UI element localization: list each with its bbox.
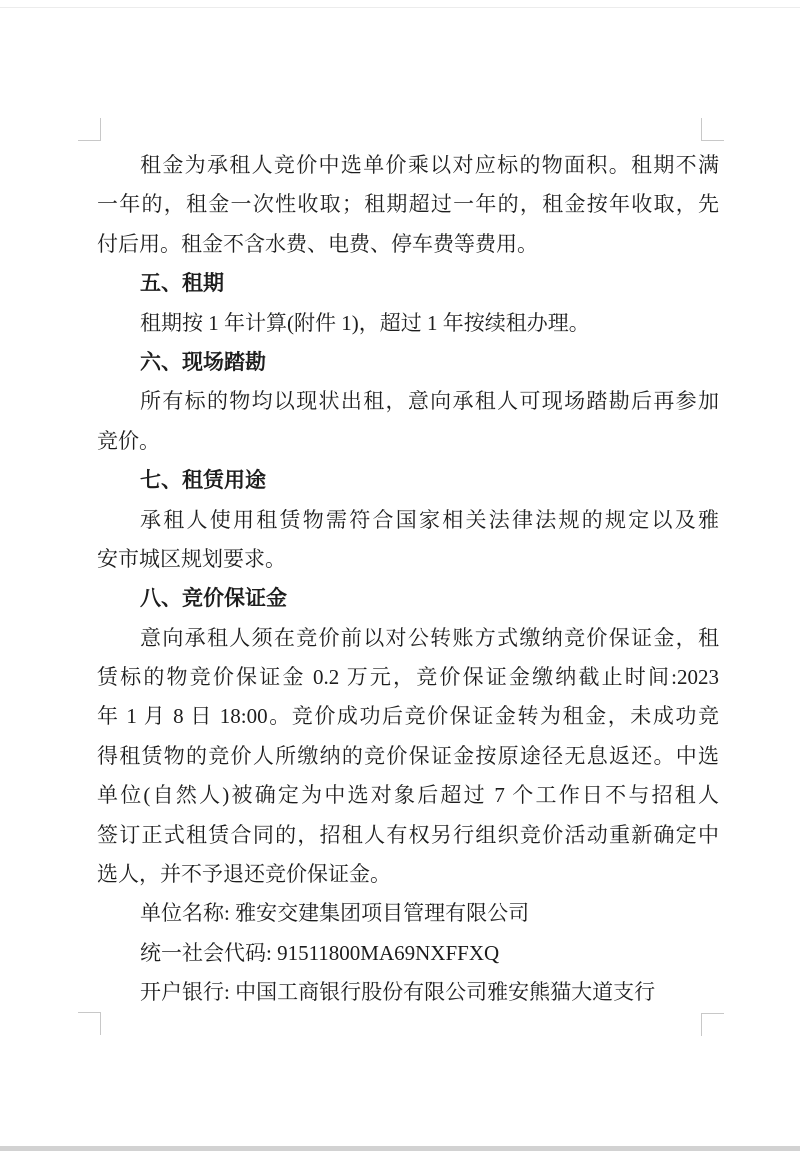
paragraph-line: 租期按 1 年计算(附件 1)，超过 1 年按续租办理。 bbox=[140, 310, 590, 335]
paragraph-line: 开户银行: 中国工商银行股份有限公司雅安熊猫大道支行 bbox=[140, 980, 656, 1005]
paragraph-line: 安市城区规划要求。 bbox=[97, 546, 286, 571]
paragraph-line: 付后用。租金不含水费、电费、停车费等费用。 bbox=[97, 231, 538, 256]
paragraph-line: 租金为承租人竞价中选单价乘以对应标的物面积。租期不满 bbox=[140, 153, 719, 177]
paragraph-line: 竞价。 bbox=[97, 428, 160, 453]
text-boundary-mark-top-right bbox=[701, 118, 724, 141]
paragraph-line: 所有标的物均以现状出租，意向承租人可现场踏勘后再参加 bbox=[140, 389, 719, 414]
paragraph-line: 得租赁物的竞价人所缴纳的竞价保证金按原途径无息返还。中选 bbox=[97, 743, 719, 768]
paragraph-line: 承租人使用租赁物需符合国家相关法律法规的规定以及雅 bbox=[140, 507, 719, 532]
section-heading: 六、现场踏勘 bbox=[140, 349, 266, 374]
document-body bbox=[97, 146, 719, 1013]
paragraph-line: 一年的，租金一次性收取；租期超过一年的，租金按年收取，先 bbox=[97, 192, 719, 217]
paragraph-line: 赁标的物竞价保证金 0.2 万元，竞价保证金缴纳截止时间:2023 bbox=[97, 665, 719, 690]
paragraph-line: 签订正式租赁合同的，招租人有权另行组织竞价活动重新确定中 bbox=[97, 822, 719, 847]
paragraph-line: 单位(自然人)被确定为中选对象后超过 7 个工作日不与招租人 bbox=[97, 783, 719, 808]
section-heading: 八、竞价保证金 bbox=[140, 586, 287, 611]
page-top-edge-line bbox=[0, 7, 800, 8]
text-boundary-mark-top-left bbox=[78, 118, 101, 141]
paragraph-line: 选人，并不予退还竞价保证金。 bbox=[97, 862, 391, 887]
text-boundary-mark-bottom-right bbox=[701, 1013, 724, 1036]
paragraph-line: 单位名称: 雅安交建集团项目管理有限公司 bbox=[140, 901, 530, 926]
section-heading: 五、租期 bbox=[140, 271, 224, 296]
paragraph-line: 年 1 月 8 日 18:00。竞价成功后竞价保证金转为租金，未成功竞 bbox=[97, 704, 719, 729]
paragraph-line: 意向承租人须在竞价前以对公转账方式缴纳竞价保证金，租 bbox=[140, 625, 719, 650]
text-boundary-mark-bottom-left bbox=[78, 1012, 101, 1035]
section-heading: 七、租赁用途 bbox=[140, 468, 266, 493]
page-bottom-gap bbox=[0, 1146, 800, 1151]
paragraph-line: 统一社会代码: 91511800MA69NXFFXQ bbox=[140, 940, 500, 965]
